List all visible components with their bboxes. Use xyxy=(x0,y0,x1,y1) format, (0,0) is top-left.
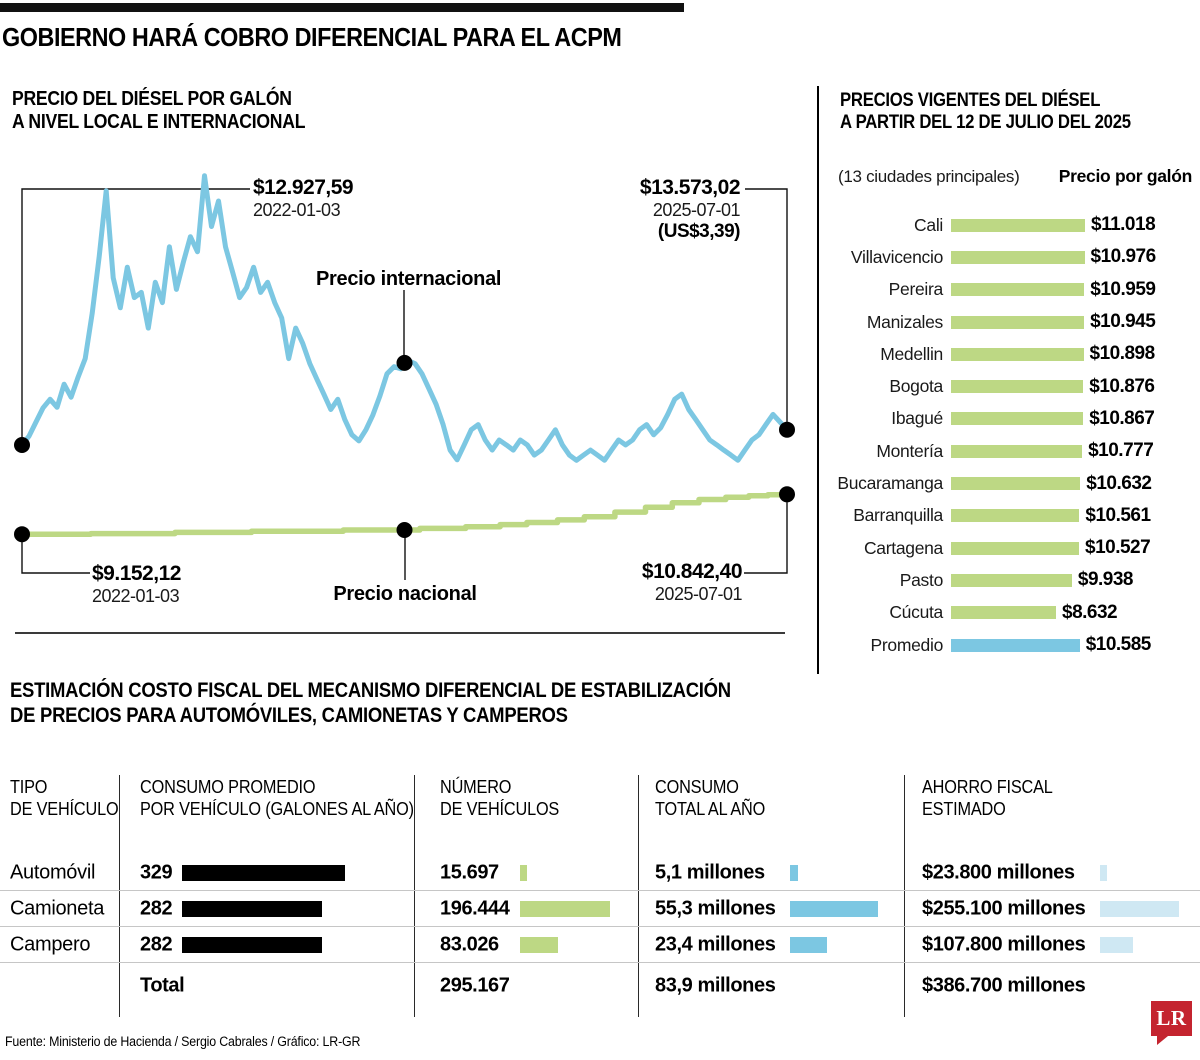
bottom-title-line2: DE PRECIOS PARA AUTOMÓVILES, CAMIONETAS Y CAMPEROS xyxy=(10,704,568,727)
intl-end-date: 2025-07-01 xyxy=(652,200,740,220)
city-label: Pasto xyxy=(899,569,943,590)
bottom-section-title xyxy=(10,678,731,728)
lr-logo-square xyxy=(1151,1001,1192,1036)
total-consumo: 83,9 millones xyxy=(655,974,776,997)
city-row xyxy=(833,306,1199,338)
intl-start-price: $12.927,59 xyxy=(253,176,354,199)
city-price: $10.527 xyxy=(1085,537,1151,559)
nat-start-date: 2022-01-03 xyxy=(92,586,180,606)
lr-logo-text: LR xyxy=(1156,1006,1187,1030)
table-header-line2: POR VEHÍCULO (GALONES AL AÑO) xyxy=(140,798,414,819)
city-bar xyxy=(951,542,1079,555)
table-header-line1: NÚMERO xyxy=(440,776,512,797)
table-header xyxy=(10,776,118,820)
city-label: Cúcuta xyxy=(889,602,943,623)
city-row xyxy=(833,403,1199,435)
top-rule xyxy=(0,3,684,12)
city-label: Promedio xyxy=(870,634,943,655)
city-price: $10.876 xyxy=(1089,375,1155,397)
table-header-line2: DE VEHÍCULO xyxy=(10,798,119,819)
city-label: Bucaramanga xyxy=(837,473,943,494)
nat-end-annotation xyxy=(562,560,742,605)
table-row xyxy=(0,891,1200,927)
callout-line-3 xyxy=(744,494,787,573)
table-header-line2: DE VEHÍCULOS xyxy=(440,798,560,819)
consumo-total-bar xyxy=(790,901,878,917)
right-panel-title-line1: PRECIOS VIGENTES DEL DIÉSEL xyxy=(840,90,1101,111)
city-row xyxy=(833,241,1199,273)
city-row xyxy=(833,597,1199,629)
bottom-title-line1: ESTIMACIÓN COSTO FISCAL DEL MECANISMO DIFERENCIAL DE ESTABILIZACIÓN xyxy=(10,679,731,702)
ahorro-fiscal-bar xyxy=(1100,937,1133,953)
city-bar xyxy=(951,348,1084,361)
city-price: $10.959 xyxy=(1090,278,1156,300)
city-bar xyxy=(951,639,1080,652)
city-price: $10.898 xyxy=(1089,343,1155,365)
left-chart-title-line2: A NIVEL LOCAL E INTERNACIONAL xyxy=(12,111,306,133)
city-row xyxy=(833,209,1199,241)
callout-line-2 xyxy=(22,534,90,573)
numero-vehiculos-value: 196.444 xyxy=(440,897,510,919)
callout-line-1 xyxy=(745,189,787,430)
city-price: $10.976 xyxy=(1090,246,1156,268)
cities-subnote: (13 ciudades principales) xyxy=(838,167,1020,186)
numero-vehiculos-value: 83.026 xyxy=(440,933,499,955)
right-panel-title xyxy=(840,90,1131,134)
city-label: Cartagena xyxy=(863,537,943,558)
consumo-total-bar xyxy=(790,865,798,881)
consumo-total-value: 5,1 millones xyxy=(655,861,765,883)
marker-dot-internacional-0 xyxy=(14,437,30,453)
city-bar xyxy=(951,380,1083,393)
table-header-line1: AHORRO FISCAL xyxy=(922,776,1053,797)
city-row xyxy=(833,370,1199,402)
city-label: Ibagué xyxy=(891,408,943,429)
city-price: $10.585 xyxy=(1085,634,1151,655)
city-price: $8.632 xyxy=(1062,601,1118,623)
city-bar xyxy=(951,219,1085,232)
panel-divider xyxy=(817,86,819,674)
numero-vehiculos-value: 15.697 xyxy=(440,861,499,883)
city-row xyxy=(833,500,1199,532)
city-label: Montería xyxy=(876,440,943,461)
city-bar-list xyxy=(833,209,1199,661)
city-label: Medellin xyxy=(880,343,943,364)
city-bar xyxy=(951,509,1079,522)
consumo-promedio-value: 282 xyxy=(140,897,173,919)
city-bar xyxy=(951,283,1084,296)
city-bar xyxy=(951,316,1084,329)
nat-start-price: $9.152,12 xyxy=(92,562,181,585)
consumo-total-bar xyxy=(790,937,827,953)
city-row xyxy=(833,338,1199,370)
section-divider xyxy=(15,632,785,634)
nat-end-price: $10.842,40 xyxy=(641,560,742,583)
numero-vehiculos-bar xyxy=(520,937,558,953)
lr-logo xyxy=(1151,1001,1193,1047)
intl-start-date: 2022-01-03 xyxy=(253,200,341,220)
city-price: $10.777 xyxy=(1088,440,1154,462)
price-column-label: Precio por galón xyxy=(1058,166,1192,186)
nat-end-date: 2025-07-01 xyxy=(654,584,742,604)
city-label: Villavicencio xyxy=(850,246,943,267)
source-credit: Fuente: Ministerio de Hacienda / Sergio Cabrales / Gráfico: LR-GR xyxy=(5,1034,361,1049)
table-row xyxy=(0,855,1200,891)
consumo-promedio-bar xyxy=(182,901,322,917)
city-label: Bogota xyxy=(889,376,943,397)
city-bar xyxy=(951,574,1072,587)
table-header xyxy=(922,776,1053,820)
table-header-line2: TOTAL AL AÑO xyxy=(655,798,766,819)
consumo-promedio-bar xyxy=(182,865,345,881)
table-header xyxy=(140,776,414,820)
vehicle-type: Camioneta xyxy=(10,897,105,919)
table-header-line1: TIPO xyxy=(10,776,48,797)
fiscal-table xyxy=(0,855,1200,1009)
city-row xyxy=(833,532,1199,564)
city-row xyxy=(833,274,1199,306)
total-vehiculos: 295.167 xyxy=(440,974,510,997)
lr-logo-tail xyxy=(1157,1036,1168,1045)
city-row xyxy=(833,629,1199,661)
city-price: $10.867 xyxy=(1089,407,1155,429)
table-header xyxy=(655,776,765,820)
city-price: $10.632 xyxy=(1086,472,1152,494)
city-price: $10.561 xyxy=(1085,504,1151,526)
intl-end-usd: (US$3,39) xyxy=(657,221,740,242)
nat-series-label: Precio nacional xyxy=(333,583,477,605)
marker-dot-nacional-0 xyxy=(14,526,30,542)
consumo-promedio-value: 282 xyxy=(140,933,173,955)
marker-dot-internacional-0.5 xyxy=(397,355,413,371)
consumo-total-value: 23,4 millones xyxy=(655,933,776,955)
city-price: $11.018 xyxy=(1091,214,1156,236)
left-chart-title-line1: PRECIO DEL DIÉSEL POR GALÓN xyxy=(12,88,292,110)
city-row xyxy=(833,467,1199,499)
consumo-promedio-value: 329 xyxy=(140,861,173,883)
city-price: $9.938 xyxy=(1077,569,1134,591)
consumo-total-value: 55,3 millones xyxy=(655,897,776,919)
total-label: Total xyxy=(140,974,185,997)
ahorro-fiscal-value: $107.800 millones xyxy=(922,933,1086,955)
marker-dot-internacional-1 xyxy=(779,422,795,438)
table-header xyxy=(440,776,559,820)
city-row xyxy=(833,435,1199,467)
consumo-promedio-bar xyxy=(182,937,322,953)
city-label: Barranquilla xyxy=(853,505,943,526)
page-title: GOBIERNO HARÁ COBRO DIFERENCIAL PARA EL ACPM xyxy=(2,22,622,52)
city-label: Cali xyxy=(914,214,943,235)
nat-start-annotation xyxy=(92,562,181,607)
total-ahorro: $386.700 millones xyxy=(922,974,1086,997)
right-panel-title-line2: A PARTIR DEL 12 DE JULIO DEL 2025 xyxy=(840,112,1131,133)
ahorro-fiscal-value: $23.800 millones xyxy=(922,861,1075,883)
city-label: Manizales xyxy=(866,311,943,332)
table-header-line2: ESTIMADO xyxy=(922,798,1006,819)
table-header-line1: CONSUMO PROMEDIO xyxy=(140,776,316,797)
city-bar xyxy=(951,606,1056,619)
city-bar xyxy=(951,412,1083,425)
vehicle-type: Campero xyxy=(10,933,91,955)
vehicle-type: Automóvil xyxy=(10,861,96,883)
city-row xyxy=(833,564,1199,596)
left-chart-title xyxy=(12,88,305,134)
city-price: $10.945 xyxy=(1090,311,1156,333)
city-bar xyxy=(951,251,1085,264)
city-bar xyxy=(951,477,1080,490)
intl-series-label: Precio internacional xyxy=(316,268,502,290)
city-label: Pereira xyxy=(888,279,943,300)
ahorro-fiscal-bar xyxy=(1100,865,1107,881)
marker-dot-nacional-1 xyxy=(779,486,795,502)
table-header-line1: CONSUMO xyxy=(655,776,739,797)
table-total-row xyxy=(0,963,1200,1009)
marker-dot-nacional-0.5 xyxy=(397,522,413,538)
ahorro-fiscal-bar xyxy=(1100,901,1179,917)
intl-end-price: $13.573,02 xyxy=(639,176,740,199)
intl-end-annotation xyxy=(555,176,740,243)
table-row xyxy=(0,927,1200,963)
numero-vehiculos-bar xyxy=(520,865,527,881)
intl-start-annotation xyxy=(253,176,353,221)
city-bar xyxy=(951,445,1082,458)
numero-vehiculos-bar xyxy=(520,901,610,917)
ahorro-fiscal-value: $255.100 millones xyxy=(922,897,1086,919)
